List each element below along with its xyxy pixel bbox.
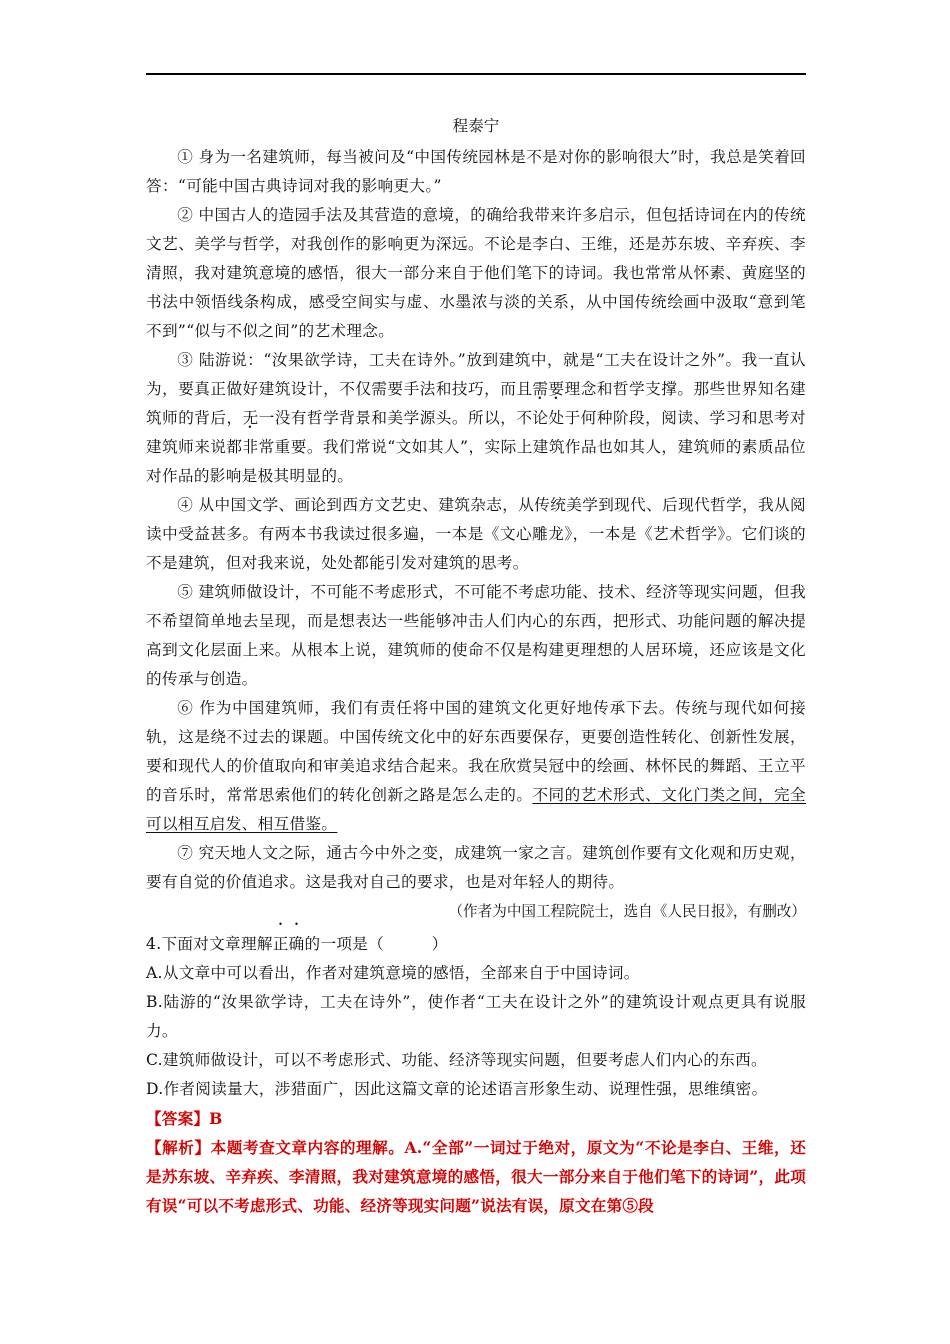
paragraph-3-part-b: 处于何种阶段，阅读、学习和思考对建筑师来说 bbox=[146, 409, 806, 456]
emphasis-dot-char: 确 bbox=[288, 935, 305, 953]
article-content bbox=[146, 112, 806, 1220]
paragraph-7: ⑦ 究天地人文之际，通古今中外之变，成建筑一家之言。建筑创作要有文化观和历史观，要有自觉的价值追求。这是我对自己的要求，也是对年轻人的期待。 bbox=[146, 844, 806, 891]
analysis: 【解析】本题考查文章内容的理解。A.“全部”一词过于绝对，原文为“不论是李白、王维，还是苏东坡、辛弃疾、李清照，我对建筑意境的感悟，很大一部分来自于他们笔下的诗词”，此项有误“可以不考虑形式、功能、经济等现实问题”说法有误，原文在第⑤段 bbox=[146, 1138, 806, 1215]
paragraph-4: ④ 从中国文学、画论到西方文艺史、建筑杂志，从传统美学到现代、后现代哲学，我从阅读中受益甚多。有两本书我读过很多遍，一本是《文心雕龙》，一本是《艺术哲学》。它们谈的不是建筑，但对我来说，处处都能引发对建筑的思考。 bbox=[146, 496, 806, 572]
option-a: A.从文章中可以看出，作者对建筑意境的感悟，全部来自于中国诗词。 bbox=[146, 964, 640, 982]
emphasis-dot-char: 都 bbox=[226, 438, 243, 456]
question-prefix: 4.下面对文章理解 bbox=[146, 935, 273, 953]
answer: 【答案】B bbox=[146, 1109, 223, 1128]
paragraph-2: ② 中国古人的造园手法及其营造的意境，的确给我带来许多启示，但包括诗词在内的传统文艺、美学与哲学，对我创作的影响更为深远。不论是李白、王维，还是苏东坡、辛弃疾、李清照，我对建筑意境的感悟，很大一部分来自于他们笔下的诗词。我也常常从怀素、黄庭坚的书法中领悟线条构成，感受空间实与虚、水墨浓与淡的关系，从中国传统绘画中汲取“意到笔不到”“似与不似之间”的艺术理念。 bbox=[146, 206, 806, 340]
paragraph-6-text: ⑥ 作为中国建筑师，我们有责任将中国的建筑文化更好地传承下去。传统与现代如何接轨，这是绕不过去的课题。中国传统文化中的好东西要保存，更要创造性转化、创新性发展，要和现代人的价值取向和审美追求结合起来。我在欣赏吴冠中的绘画、林怀民的舞蹈、王立平的音乐时，常常思索他们的转化创新之路是怎么走的。 bbox=[146, 699, 806, 804]
emphasis-dot-char: 论 bbox=[532, 409, 549, 427]
paragraph-3-part-a: ③ 陆游说：“汝果欲学诗，工夫在诗外。”放到建筑中，就是“工夫在设计之外”。我一直认为，要真正做好建筑设计，不仅需要手法和技巧，而且需要理念和哲学支撑。那些世界知名建筑师的背后，无一没有哲学背景和美学源头。所以， bbox=[146, 351, 806, 427]
option-d: D.作者阅读量大，涉猎面广，因此这篇文章的论述语言形象生动、说理性强，思维缜密。 bbox=[146, 1080, 768, 1098]
article-source: （作者为中国工程院院士，选自《人民日报》，有删改） bbox=[448, 903, 806, 920]
paragraph-6 bbox=[146, 694, 806, 839]
emphasis-dot-char: 不 bbox=[516, 409, 533, 427]
question-stem bbox=[146, 930, 806, 959]
question-suffix: 的一项是（ ） bbox=[304, 935, 448, 953]
paragraph-3-part-c: 非常重要。我们常说“文如其人”，实际上建筑作品也如其人，建筑师的素质品位对作品的影响是极其明显的。 bbox=[146, 438, 806, 485]
paragraph-3 bbox=[146, 346, 806, 491]
option-c: C.建筑师做设计，可以不考虑形式、功能、经济等现实问题，但要考虑人们内心的东西。 bbox=[146, 1051, 767, 1069]
option-b: B.陆游的“汝果欲学诗，工夫在诗外”，使作者“工夫在设计之外”的建筑设计观点更具有说服力。 bbox=[146, 993, 806, 1040]
paragraph-1: ① 身为一名建筑师，每当被问及“中国传统园林是不是对你的影响很大”时，我总是笑着回答：“可能中国古典诗词对我的影响更大。” bbox=[146, 148, 806, 195]
underlined-sentence: 不同的艺术形式、文化门类之间，完全可以相互启发、相互借鉴。 bbox=[146, 786, 807, 833]
paragraph-5: ⑤ 建筑师做设计，不可能不考虑形式，不可能不考虑功能、技术、经济等现实问题，但我不希望简单地去呈现，而是想表达一些能够冲击人们内心的东西，把形式、功能问题的解决提高到文化层面上来。从根本上说，建筑师的使命不仅是构建更理想的人居环境，还应该是文化的传承与创造。 bbox=[146, 583, 806, 688]
article-author: 程泰宁 bbox=[452, 117, 500, 135]
header-rule bbox=[146, 73, 806, 75]
emphasis-dot-char: 正 bbox=[272, 935, 289, 953]
